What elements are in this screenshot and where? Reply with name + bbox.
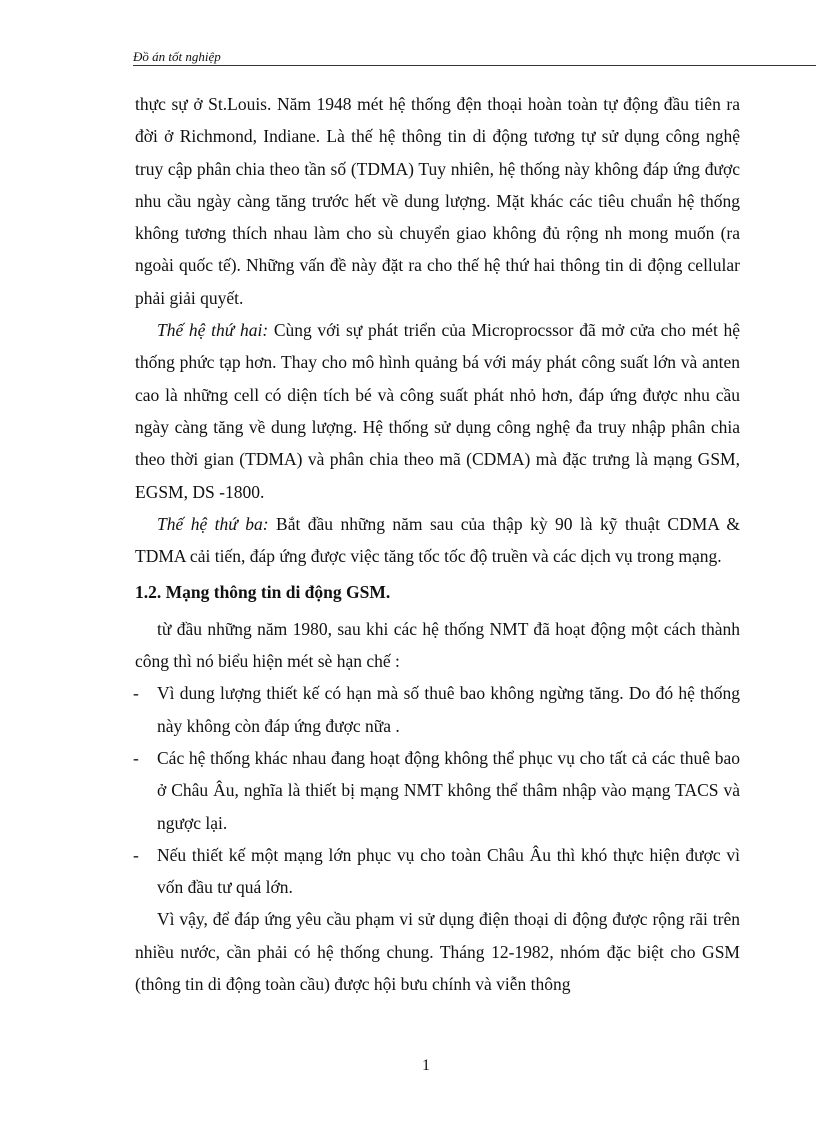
bullet-item-compatibility: - Các hệ thống khác nhau đang hoạt động không thể phục vụ cho tất cả các thuê bao ở Châu Âu, nghĩa là thiết bị mạng NMT không thể thâm nhập vào mạng TACS và ngược lại. — [135, 742, 740, 839]
second-generation-text: Cùng với sự phát triển của Microprocssor đã mở cửa cho mét hệ thống phức tạp hơn. Thay cho mô hình quảng bá với máy phát công suất lớn và anten cao là những cell có diện tích bé và công suất phát nhỏ hơn, đáp ứng được nhu cầu ngày càng tăng về dung lượng. Hệ thống sử dụng công nghệ đa truy nhập phân chia theo thời gian (TDMA) và phân chia theo mã (CDMA) mà đặc trưng là mạng GSM, EGSM, DS -1800. — [135, 320, 740, 502]
page-header-title: Đồ án tốt nghiệp — [133, 49, 221, 64]
page-number: 1 — [422, 1057, 430, 1074]
bullet-item-capacity: - Vì dung lượng thiết kế có hạn mà số thuê bao không ngừng tăng. Do đó hệ thống này không còn đáp ứng được nữa . — [135, 677, 740, 742]
bullet-item-investment: - Nếu thiết kế một mạng lớn phục vụ cho toàn Châu Âu thì khó thực hiện được vì vốn đầu tư quá lớn. — [135, 839, 740, 904]
header-divider — [133, 65, 816, 66]
paragraph-gsm-intro: từ đầu những năm 1980, sau khi các hệ thống NMT đã hoạt động một cách thành công thì nó biểu hiện mét sè hạn chế : — [135, 618, 740, 672]
bullet-marker: - — [133, 844, 139, 865]
bullet-marker: - — [133, 683, 139, 704]
document-body — [135, 88, 740, 1000]
third-generation-lead: Thế hệ thứ ba: — [157, 513, 269, 534]
paragraph-first-generation: thực sự ở St.Louis. Năm 1948 mét hệ thống đện thoại hoàn toàn tự động đầu tiên ra đời ở Richmond, Indiane. Là thế hệ thông tin di động tương tự sử dụng công nghệ truy cập phân chia theo tần số (TDMA) Tuy nhiên, hệ thống này không đáp ứng được nhu cầu ngày càng tăng trước hết về dung lượng. Mặt khác các tiêu chuẩn hệ thống không tương thích nhau làm cho sù chuyển giao không đủ rộng nh mong muốn (ra ngoài quốc tế). Những vấn đề này đặt ra cho thế hệ thứ hai thông tin di động cellular phải giải quyết. — [135, 94, 740, 308]
section-heading: 1.2. Mạng thông tin di động GSM. — [135, 582, 391, 603]
paragraph-second-generation — [135, 314, 740, 508]
second-generation-lead: Thế hệ thứ hai: — [157, 320, 269, 341]
paragraph-conclusion: Vì vậy, để đáp ứng yêu cầu phạm vi sử dụng điện thoại di động được rộng rãi trên nhiều nước, cần phải có hệ thống chung. Tháng 12-1982, nhóm đặc biệt cho GSM (thông tin di động toàn cầu) được hội bưu chính và viễn thông — [135, 909, 740, 995]
bullet-marker: - — [133, 747, 139, 768]
third-generation-text: Bắt đầu những năm sau của thập kỳ 90 là kỹ thuật CDMA & TDMA cải tiến, đáp ứng được việc tăng tốc tốc độ truền và các dịch vụ trong mạng. — [135, 513, 740, 567]
paragraph-third-generation — [135, 508, 740, 573]
